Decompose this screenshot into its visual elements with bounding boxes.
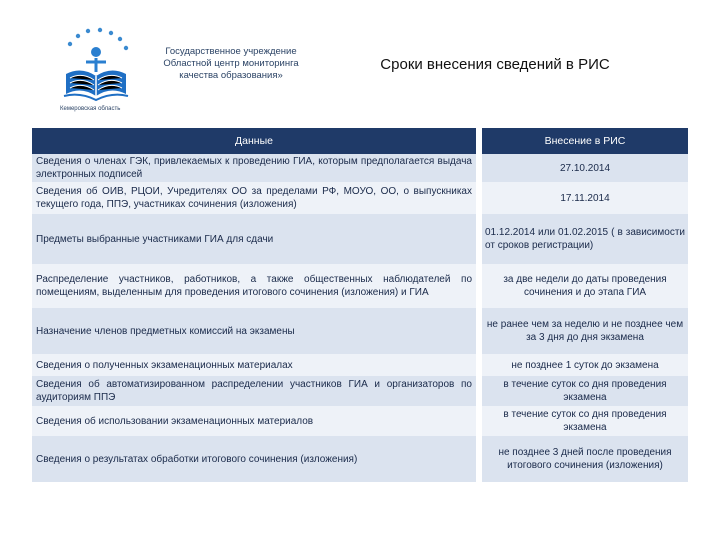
row-deadline-cell: 27.10.2014: [482, 154, 688, 182]
org-logo: [56, 22, 136, 114]
row-deadline-cell: в течение суток со дня проведения экзамена: [482, 406, 688, 436]
org-name-line: качества образования»: [179, 70, 283, 81]
row-deadline-cell: не позднее 3 дней после проведения итогового сочинения (изложения): [482, 436, 688, 482]
organization-name: [146, 46, 316, 82]
row-data-cell: Предметы выбранные участниками ГИА для сдачи: [32, 214, 476, 264]
org-name-line: Областной центр мониторинга: [163, 58, 299, 69]
table-row: [32, 436, 688, 482]
row-data-cell: Сведения о результатах обработки итогового сочинения (изложения): [32, 436, 476, 482]
table-row: [32, 264, 688, 308]
table-row: [32, 154, 688, 182]
column-header-data: Данные: [32, 128, 476, 154]
table-header: [32, 128, 688, 154]
row-data-cell: Сведения об использовании экзаменационных материалов: [32, 406, 476, 436]
row-deadline-cell: не ранее чем за неделю и не позднее чем за 3 дня до дня экзамена: [482, 308, 688, 354]
row-data-cell: Сведения о полученных экзаменационных материалах: [32, 354, 476, 376]
row-data-cell: Сведения об автоматизированном распределении участников ГИА и организаторов по аудиториям ППЭ: [32, 376, 476, 406]
table-row: [32, 182, 688, 214]
org-name-line: Государственное учреждение: [165, 46, 297, 57]
column-header-deadline: Внесение в РИС: [482, 128, 688, 154]
slide-title: Сроки внесения сведений в РИС: [380, 56, 610, 73]
row-deadline-cell: не позднее 1 суток до экзамена: [482, 354, 688, 376]
deadlines-table: [32, 128, 688, 482]
table-row: [32, 308, 688, 354]
svg-text:Кемеровская область: Кемеровская область: [60, 106, 121, 112]
row-deadline-cell: 01.12.2014 или 01.02.2015 ( в зависимости от сроков регистрации): [482, 214, 688, 264]
table-row: [32, 376, 688, 406]
row-data-cell: Распределение участников, работников, а также общественных наблюдателей по помещениям, выделенным для проведения итогового сочинения (изложения) и ГИА: [32, 264, 476, 308]
row-data-cell: Назначение членов предметных комиссий на экзамены: [32, 308, 476, 354]
table-row: [32, 214, 688, 264]
row-data-cell: Сведения о членах ГЭК, привлекаемых к проведению ГИА, которым предполагается выдача электронных подписей: [32, 154, 476, 182]
table-row: [32, 354, 688, 376]
row-data-cell: Сведения об ОИВ, РЦОИ, Учредителях ОО за пределами РФ, МОУО, ОО, о выпускниках текущего года, ППЭ, участниках сочинения (изложения): [32, 182, 476, 214]
row-deadline-cell: 17.11.2014: [482, 182, 688, 214]
book-logo-icon: [56, 22, 136, 114]
row-deadline-cell: в течение суток со дня проведения экзамена: [482, 376, 688, 406]
table-row: [32, 406, 688, 436]
row-deadline-cell: за две недели до даты проведения сочинения и до этапа ГИА: [482, 264, 688, 308]
slide-header: [0, 0, 720, 120]
